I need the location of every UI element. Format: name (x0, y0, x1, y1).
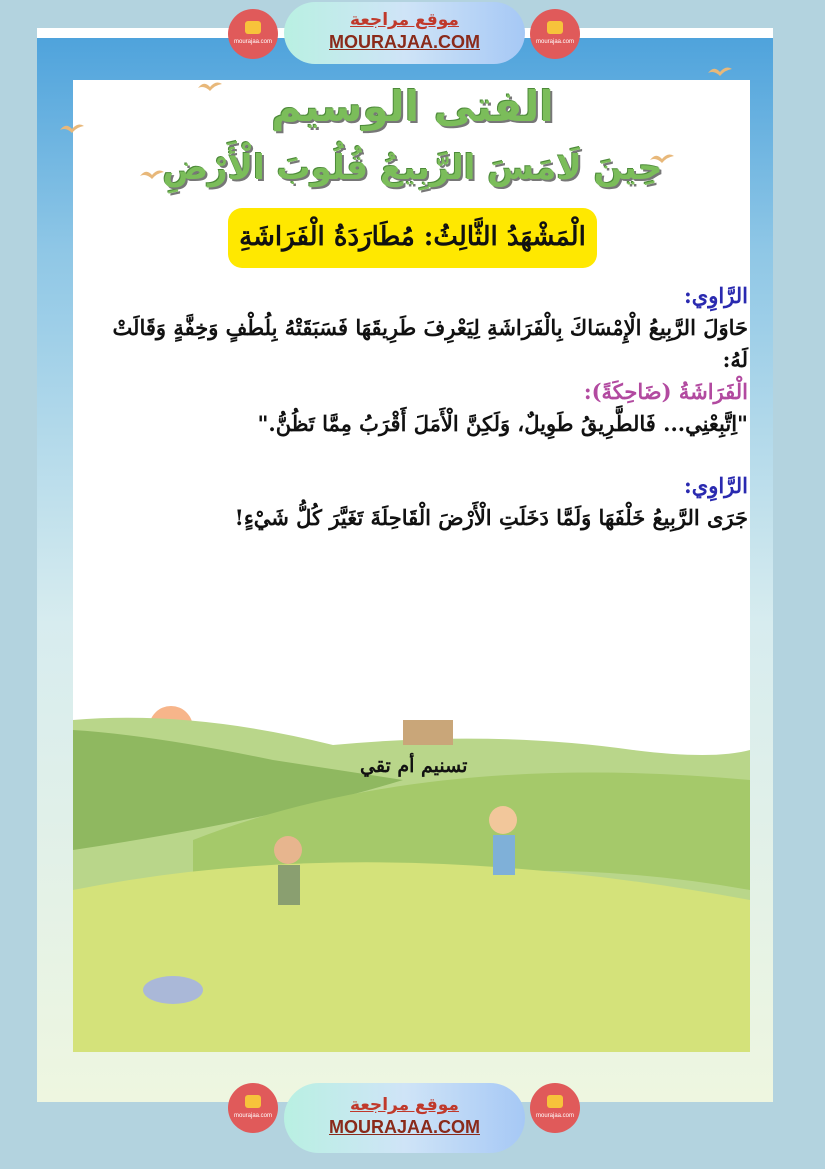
site-logo: mourajaa.com (228, 9, 278, 59)
site-logo: mourajaa.com (530, 9, 580, 59)
site-badge-bottom[interactable] (284, 1083, 525, 1153)
landscape-illustration (73, 690, 750, 1052)
speaker-label: الْفَرَاشَةُ (ضَاحِكَةً): (583, 379, 748, 404)
site-name-arabic: موقع مراجعة (350, 10, 459, 30)
speaker-label: الرَّاوِي: (684, 473, 748, 498)
dialogue-line: "اِتَّبِعْنِي... فَالطَّرِيقُ طَوِيلٌ، وَلَكِنَّ الْأَمَلَ أَقْرَبُ مِمَّا تَظُنُّ." (257, 411, 748, 436)
site-badge-top[interactable] (284, 2, 525, 64)
story-subtitle: حِينَ لَامَسَ الرَّبِيعُ قُلُوبَ الْأَرْضِ (162, 148, 663, 188)
site-logo: mourajaa.com (228, 1083, 278, 1133)
dialogue (100, 280, 748, 534)
site-domain[interactable]: MOURAJAA.COM (329, 32, 480, 52)
bird-icon (708, 65, 732, 79)
author-name: تسنيم أم تقي (360, 755, 468, 777)
speaker-label: الرَّاوِي: (684, 283, 748, 308)
dialogue-line: حَاوَلَ الرَّبِيعُ الْإِمْسَاكَ بِالْفَرَاشَةِ لِيَعْرِفَ طَرِيقَهَا فَسَبَقَتْهُ بِلُطْفٍ وَخِفَّةٍ وَقَالَتْ لَهُ: (112, 315, 748, 372)
rabbit-icon (143, 976, 203, 1004)
site-domain[interactable]: MOURAJAA.COM (329, 1117, 480, 1137)
boy-figure (274, 836, 302, 864)
site-name-arabic: موقع مراجعة (350, 1095, 459, 1115)
house-icon (403, 720, 453, 745)
dialogue-line: جَرَى الرَّبِيعُ خَلْفَهَا وَلَمَّا دَخَلَتِ الْأَرْضَ الْقَاحِلَةَ تَغَيَّرَ كُلُّ شَيْءٍ! (234, 505, 748, 530)
site-logo: mourajaa.com (530, 1083, 580, 1133)
girl-figure (489, 806, 517, 834)
story-title: الفتى الوسيم (271, 82, 554, 131)
scene-title: الْمَشْهَدُ الثَّالِثُ: مُطَارَدَةُ الْفَرَاشَةِ (228, 208, 597, 268)
